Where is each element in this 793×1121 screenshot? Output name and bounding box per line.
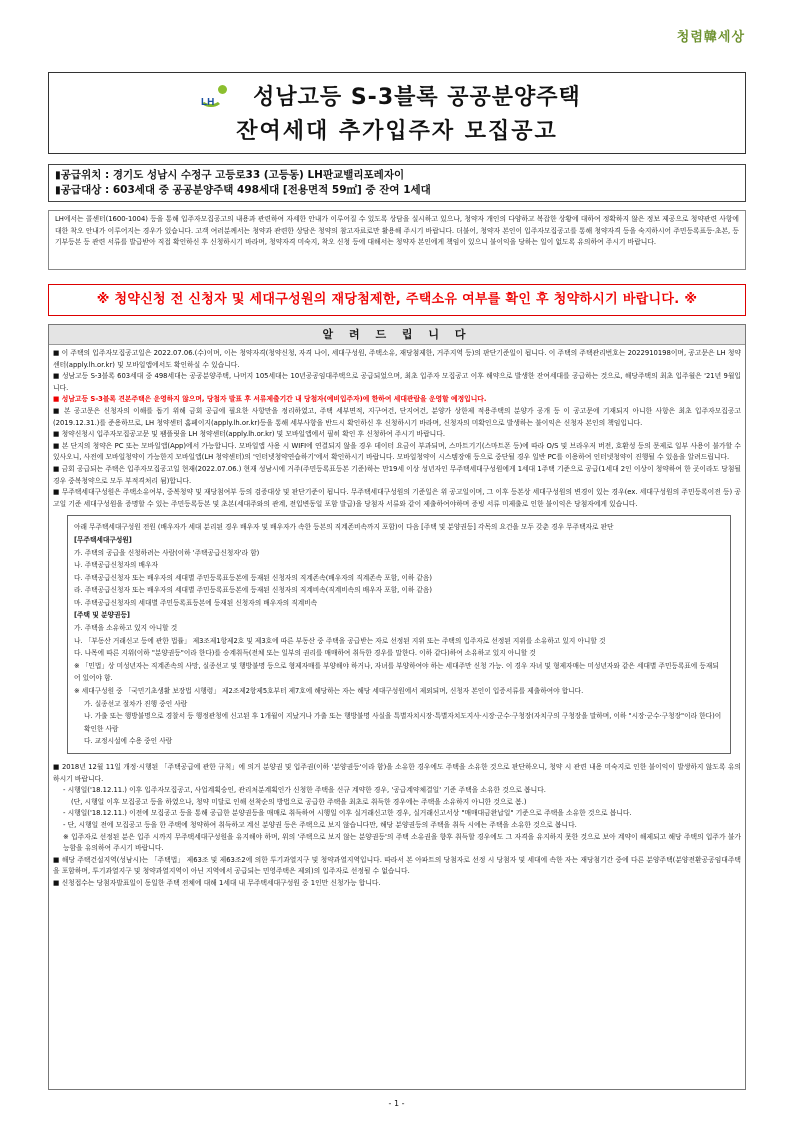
- notice-item: ■ 본 단지의 청약은 PC 또는 모바일앱(App)에서 가능합니다. 모바일앱 사용 시 WIFI에 연결되지 않을 경우 데이터 요금이 부과되며, 스마트기기(스마트폰 등)에 따라 O/S 및 브라우저 버전, 호환성 등의 문제로 일부 사용이 불가할 수 있사오니, 사전에 모바일청약이 가능한지 모바일앱(LH 청약센터)의 '인터넷청약연습하기'에서 확인하시기 바랍니다. 모바일청약이 시스템장애 등으로 중단될 경우 일반 PC를 이용하여 인터넷청약이 진행될 수 있음을 알려드립니다.: [53, 441, 741, 464]
- notice-item: ■ 해당 주택건설지역(성남시)는 「주택법」 제63조 및 제63조2에 의한 투기과열지구 및 청약과열지역입니다. 따라서 본 아파트의 당첨자로 선정 시 당첨자 및 세대에 속한 자는 재당첨기간 중에 다른 분양주택(분양전환공공임대주택을 포함하며, 투기과열지구 및 청약과열지역이 아닌 지역에서 공급되는 민영주택은 제외)의 입주자로 선정될 수 없습니다.: [53, 855, 741, 878]
- criteria-row: 가. 주택을 소유하고 있지 아니할 것: [74, 624, 178, 633]
- criteria-lead: 아래 무주택세대구성원 전원 (배우자가 세대 분리된 경우 배우자 및 배우자가 속한 등본의 직계존비속까지 포함)이 다음 [주택 및 분양권등] 각목의 요건을 모두 갖춘 경우 무주택자로 판단: [74, 523, 614, 532]
- notice-sub-item: (단, 시행일 이후 모집공고 등을 하였으나, 청약 미달로 인해 선착순의 방법으로 공급한 주택을 최초로 취득한 경우에는 주택을 소유하지 아니한 것으로 봄.): [71, 797, 527, 806]
- notice-sub-item: - 시행일('18.12.11.) 이후 입주자모집공고, 사업계획승인, 관리처분계획인가 신청한 주택을 신규 계약한 경우, '공급계약체결일' 기준 주택을 소유한 것으로 봅니다.: [63, 786, 546, 795]
- logo-text: LH: [201, 97, 215, 108]
- notice-sub-item: ※ 입주자로 선정된 분은 입주 시까지 무주택세대구성원을 유지해야 하며, 위의 '주택으로 보지 않는 분양권등'의 주택 소유권을 향후 취득할 경우에도 그 자격을 유지하지 못한 것으로 보아 계약이 해제되고 해당 주택의 입주가 불가능함을 유의하여 주시기 바랍니다.: [63, 832, 741, 853]
- notice-item: ■ 무주택세대구성원은 주택소유여부, 중복청약 및 재당첨여부 등의 검증대상 및 판단기준이 됩니다. 무주택세대구성원의 기준일은 위 공고일이며, 그 이후 등본상 세대구성원의 변경이 있는 경우(ex. 세대구성원의 주민등록이전 등) 공고일 기준 세대구성원을 증명할 수 있는 주민등록등본 및 초본(세대주와의 관계, 전입변동일 포함 발급)을 당첨자 서류와 같이 제출하여야하며 증빙 서류 미제출로 인한 불이익은 당첨자에게 있습니다.: [53, 487, 741, 510]
- criteria-row: 마. 주택공급신청자의 세대별 주민등록표등본에 등재된 신청자의 배우자의 직계비속: [74, 598, 318, 607]
- notice-sub-item: - 시행일('18.12.11.) 이전에 모집공고 등을 통해 공급한 분양권등을 매매로 취득하여 시행일 이후 실거래신고한 경우, 실거래신고서상 "매매대금완납일" 기준으로 주택을 소유한 것으로 봅니다.: [63, 809, 632, 818]
- homeless-criteria-box: [67, 515, 731, 754]
- notice-item: ■ 이 주택의 입주자모집공고일은 2022.07.06.(수)이며, 이는 청약자격(청약신청, 자격 나이, 세대구성원, 주택소유, 재당첨제한, 거주지역 등)의 판단기준일이 됩니다. 이 주택의 주택관리번호는 2022910198이며, 공고문은 LH 청약센터(apply.lh.or.kr) 및 모바일앱에서도 확인하실 수 있습니다.: [53, 348, 741, 371]
- notice-item: ■ 청약신청시 입주자모집공고문 및 팸플릿을 LH 청약센터(apply.lh.or.kr) 및 모바일앱에서 필히 확인 후 신청하여 주시기 바랍니다.: [53, 429, 741, 441]
- criteria-note: 나. 가출 또는 행방불명으로 경찰서 등 행정관청에 신고된 후 1개월이 지났거나 가출 또는 행방불명 사실을 특별자치시장·특별자치도지사·시장·군수·구청장(자치구의 구청장을 말하며, 이하 "시장·군수·구청장"이라 한다)이 확인한 사람: [84, 712, 722, 733]
- notice-section: [48, 324, 746, 1090]
- criteria-row: 가. 주택의 공급을 신청하려는 사람(이하 '주택공급신청자'라 함): [74, 548, 260, 557]
- info-box: [48, 164, 746, 202]
- criteria-row: 나. 주택공급신청자의 배우자: [74, 561, 158, 570]
- criteria-note: 다. 교정시설에 수용 중인 사람: [84, 737, 173, 746]
- notice-item: ■ 본 공고문은 신청자의 이해를 돕기 위해 금회 공급에 필요한 사항만을 정리하였고, 주택 세부면적, 지구여건, 단지여건, 분양가 상한제 적용주택의 분양가 공개 등 이 공고문에 기재되지 아니한 사항은 최초 입주자모집공고(2019.12.31.)를 준용하므로, LH 청약센터 홈페이지(apply.lh.or.kr)등을 통해 세부사항을 반드시 확인하신 후 신청하시기 바라며, 신청자의 미확인으로 발생하는 불이익은 신청자 본인의 책임입니다.: [53, 406, 741, 429]
- title-line-2: 잔여세대 추가입주자 모집공고: [236, 119, 558, 144]
- notice-title: 알 려 드 립 니 다: [49, 325, 745, 345]
- criteria-note: ※ 세대구성원 중 「국민기초생활 보장법 시행령」 제2조제2항제5호부터 제7호에 해당하는 자는 해당 세대구성원에서 제외되며, 신청자 본인이 입증서류를 제출하여야 합니다.: [74, 687, 584, 696]
- supply-location: ▮공급위치 : 경기도 성남시 수정구 고등로33 (고등동) LH판교밸리포레자이: [55, 169, 405, 181]
- criteria-row: 나. 「부동산 거래신고 등에 관한 법률」 제3조제1항제2호 및 제3호에 따른 부동산 중 주택을 공급받는 자로 선정된 지위 또는 주택의 입주자로 선정된 지위를 소유하고 있지 아니할 것: [74, 636, 606, 645]
- notice-item: ■ 금회 공급되는 주택은 입주자모집공고일 현재(2022.07.06.) 현재 성남시에 거주(주민등록표등본 기준)하는 만19세 이상 성년자인 무주택세대구성원에게 1세대 1주택 기준으로 공급(1세대 2인 이상이 청약하여 한 곳이라도 당첨될 경우 중복청약으로 모두 부적격처리 됨)합니다.: [53, 464, 741, 487]
- notice-item: ■ 신청접수는 당첨자발표일이 동일한 주택 전체에 대해 1세대 내 무주택세대구성원 중 1인만 신청가능 합니다.: [53, 878, 741, 890]
- warning-text: ※ 청약신청 전 신청자 및 세대구성원의 재당첨제한, 주택소유 여부를 확인 후 청약하시기 바랍니다. ※: [96, 291, 698, 307]
- notice-item: ■ 성남고등 S-3블록 견본주택은 운영하지 않으며, 당첨자 발표 후 서류제출기간 내 당첨자(예비입주자)에 한하여 세대관람을 운영할 예정입니다.: [53, 394, 741, 406]
- criteria-section-heading: [무주택세대구성원]: [74, 535, 132, 544]
- criteria-note: ※ 「민법」상 미성년자는 직계존속의 사망, 실종선고 및 행방불명 등으로 형제자매를 부양해야 하거나, 자녀를 부양하여야 하는 세대주만 신청 가능. 이 경우 자녀 및 형제자매는 미성년자와 같은 세대별 주민등록표에 등재되어 있어야 함.: [74, 661, 719, 683]
- criteria-row: 다. 주택공급신청자 또는 배우자의 세대별 주민등록표등본에 등재된 신청자의 직계존속(배우자의 직계존속 포함, 이하 같음): [74, 573, 432, 582]
- title-line-1: 성남고등 S-3블록 공공분양주택: [253, 85, 581, 110]
- title-box: [48, 72, 746, 154]
- notice-item: ■ 성남고등 S-3블록 603세대 중 498세대는 공공분양주택, 나머지 105세대는 10년공공임대주택으로 공급되었으며, 최초 입주자 모집공고 이후 해약으로 발생한 잔여세대를 공급하는 것으로, 해당주택의 최초 입주월은 '21년 9월입니다.: [53, 371, 741, 394]
- notice-sub-item: - 단, 시행일 전에 모집공고 등을 한 주택에 청약하여 취득하고 계신 분양권 등은 주택으로 보지 않습니다만, 해당 분양권등의 주택을 취득 시에는 주택을 소유한 것으로 봅니다.: [63, 820, 577, 829]
- notice-item: ■ 2018년 12월 11일 개정·시행된 「주택공급에 관한 규칙」에 의거 분양권 및 입주권(이하 '분양권등'이라 함)을 소유한 경우에도 주택을 소유한 것으로 판단하오니, 청약 시 관련 내용 미숙지로 인한 불이익이 발생하지 않도록 유의하시기 바랍니다.: [53, 762, 741, 785]
- criteria-section-heading: [주택 및 분양권등]: [74, 611, 130, 620]
- page-number: - 1 -: [388, 1099, 405, 1108]
- criteria-row: 라. 주택공급신청자 또는 배우자의 세대별 주민등록표등본에 등재된 신청자의 직계비속(직계비속의 배우자 포함, 이하 같음): [74, 586, 432, 595]
- criteria-note: 가. 실종선고 절차가 진행 중인 사람: [84, 699, 188, 708]
- criteria-row: 다. 나목에 따른 지위(이하 "분양권등"이라 한다)를 승계취득(전체 또는 일부의 권리를 매매하여 취득한 경우를 말한다. 이하 같다)하여 소유하고 있지 아니할 것: [74, 649, 536, 658]
- supply-target: ▮공급대상 : 603세대 중 공공분양주택 498세대 [전용면적 59㎡] 중 잔여 1세대: [55, 184, 431, 196]
- warning-box: [48, 284, 746, 316]
- slogan: 청렴韓세상: [676, 30, 745, 45]
- intro-paragraph: LH에서는 콜센터(1600-1004) 등을 통해 입주자모집공고의 내용과 관련하여 자세한 안내가 이루어질 수 있도록 상담을 실시하고 있으나, 청약자 개인의 다양하고 복잡한 상황에 대하여 정확하지 않은 정보 제공으로 청약관련 사항에 대한 착오 안내가 이루어지는 경우가 있습니다. 고객 여러분께서는 청약과 관련한 상담은 청약의 참고자료로만 활용해 주시기 바랍니다. 더불어, 청약자 본인이 입주자모집공고를 통해 청약자격 등을 숙지하시어 주민등록표등·초본, 등기부등본 등 관련 서류를 발급받아 직접 확인하신 후 신청하시기 바라며, 청약자격 미숙지, 착오 신청 등에 대해서는 청약자 본인에게 책임이 있으니 불이익을 당하는 일이 없도록 유의하여 주시기 바랍니다.: [48, 210, 746, 270]
